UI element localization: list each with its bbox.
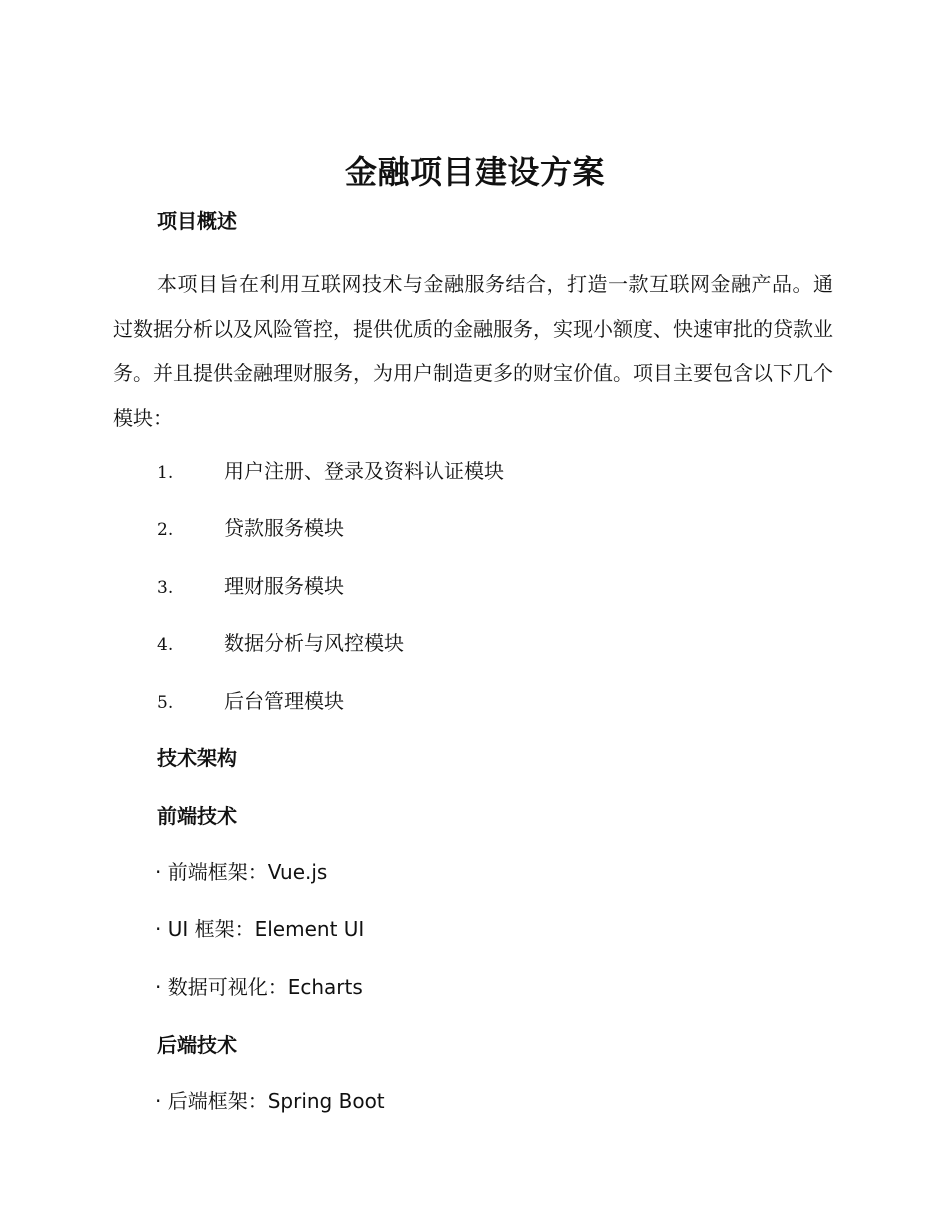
document-title: 金融项目建设方案 [344,153,605,191]
section-heading-overview: 项目概述 [157,209,237,233]
section-heading-backend: 后端技术 [157,1033,237,1057]
list-number: 3. [157,578,174,598]
list-text: 贷款服务模块 [224,516,344,540]
list-number: 5. [157,693,174,713]
module-list-item [157,629,404,657]
section-heading-architecture: 技术架构 [157,746,237,770]
list-text: 数据分析与风控模块 [224,631,404,655]
list-number: 1. [157,463,174,483]
module-list-item [157,457,504,485]
frontend-bullet-item: · 前端框架：Vue.js [155,860,328,884]
list-text: 理财服务模块 [224,574,344,598]
frontend-bullet-item: · 数据可视化：Echarts [155,975,363,999]
list-number: 2. [157,520,174,540]
module-list-item [157,514,344,542]
module-list-item [157,572,344,600]
backend-bullet-item: · 后端框架：Spring Boot [155,1089,385,1113]
list-text: 后台管理模块 [224,689,344,713]
overview-paragraph: 本项目旨在利用互联网技术与金融服务结合，打造一款互联网金融产品。通过数据分析以及风险管控，提供优质的金融服务，实现小额度、快速审批的贷款业务。并且提供金融理财服务，为用户制造更多的财宝价值。项目主要包含以下几个模块： [113,272,833,431]
frontend-bullet-item: · UI 框架：Element UI [155,917,365,941]
section-heading-frontend: 前端技术 [157,804,237,828]
module-list-item [157,687,344,715]
list-text: 用户注册、登录及资料认证模块 [224,459,504,483]
list-number: 4. [157,635,174,655]
